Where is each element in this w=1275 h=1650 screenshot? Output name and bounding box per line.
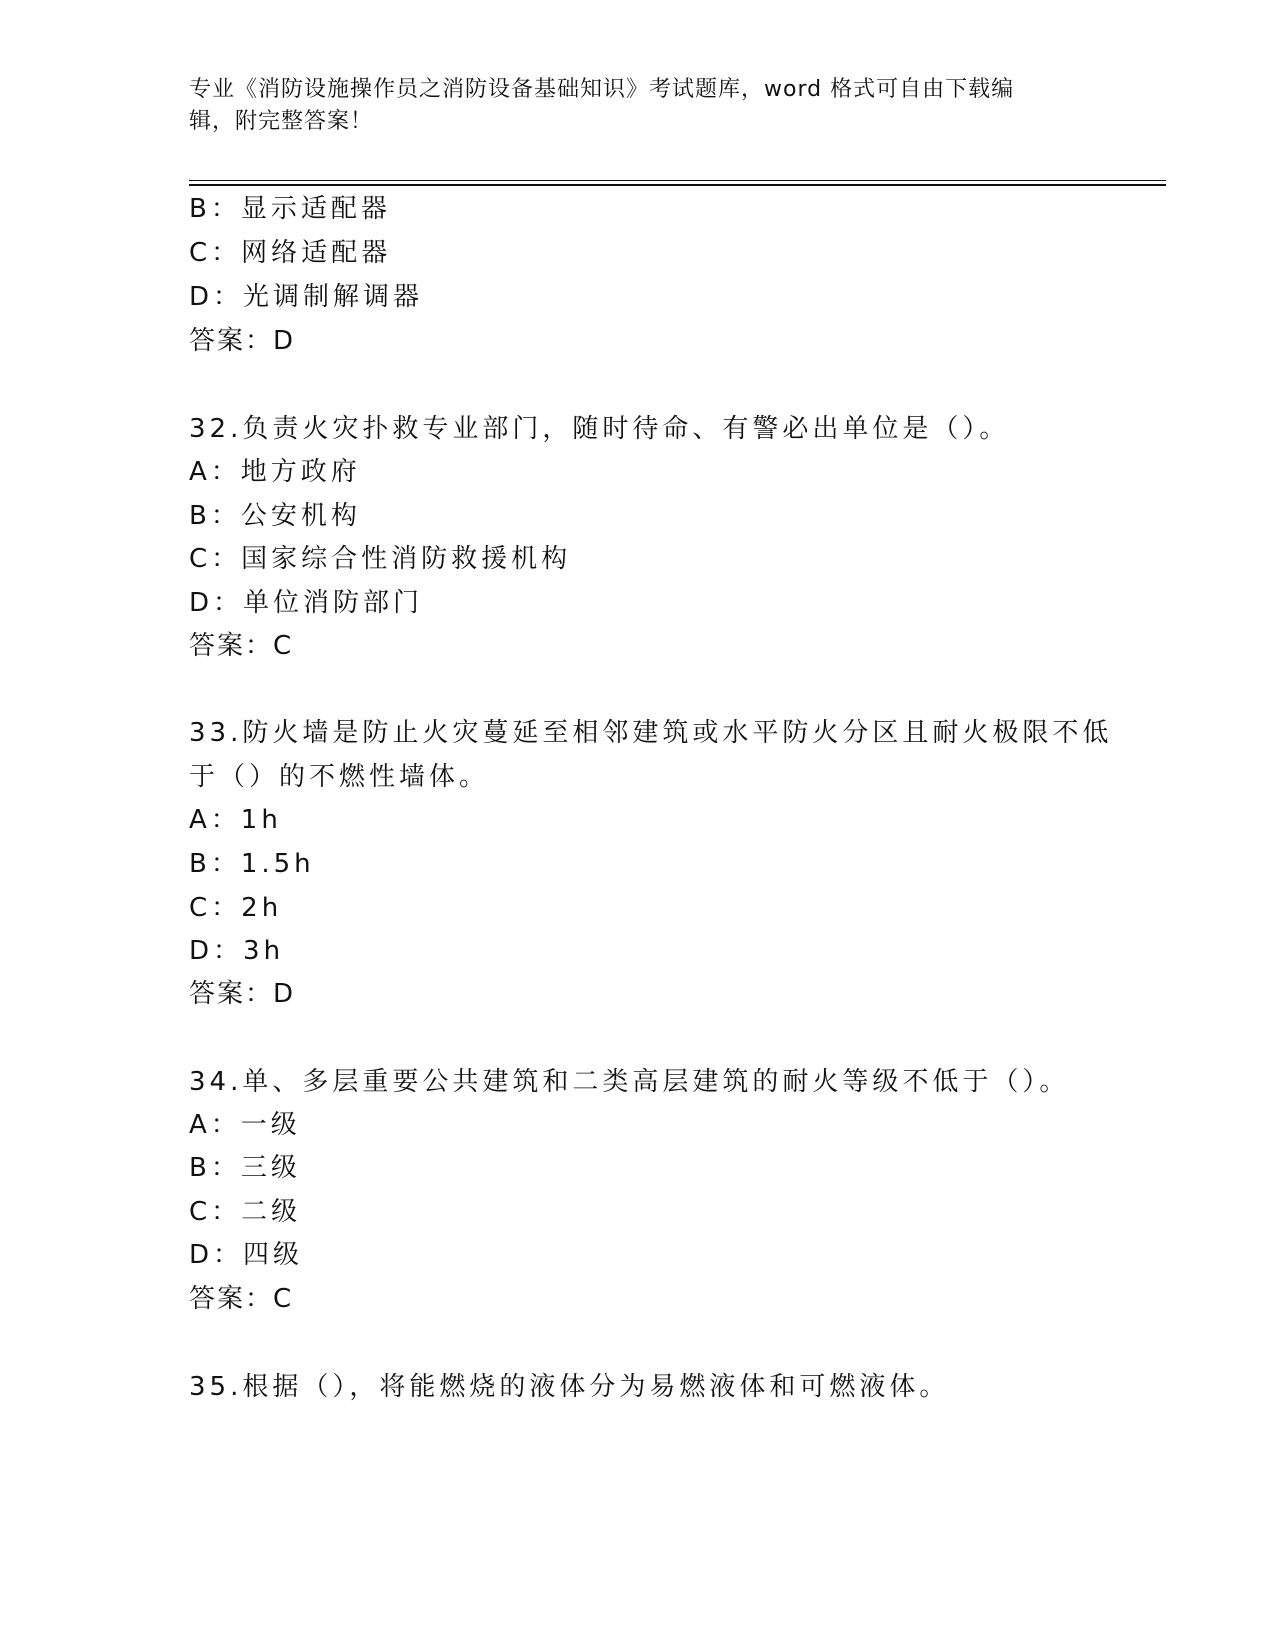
q33-answer: 答案：D: [189, 979, 296, 1009]
q32-option-b: B：公安机构: [189, 501, 361, 531]
header-rule-thin: [189, 180, 1166, 181]
q32-option-c: C：国家综合性消防救援机构: [189, 544, 572, 574]
q33-question-line-1: 33.防火墙是防止火灾蔓延至相邻建筑或水平防火分区且耐火极限不低: [189, 718, 1113, 748]
q33-question-line-2: 于（）的不燃性墙体。: [189, 762, 490, 792]
q31-option-c: C：网络适配器: [189, 238, 392, 268]
q35-question: 35.根据（），将能燃烧的液体分为易燃液体和可燃液体。: [189, 1372, 950, 1402]
q32-answer: 答案：C: [189, 631, 294, 661]
q32-question: 32.负责火灾扑救专业部门，随时待命、有警必出单位是（）。: [189, 414, 1010, 444]
q34-option-c: C：二级: [189, 1197, 302, 1227]
header-line-2: 辑，附完整答案！: [189, 109, 374, 134]
q34-question: 34.单、多层重要公共建筑和二类高层建筑的耐火等级不低于（）。: [189, 1067, 1070, 1097]
q33-option-b: B：1.5h: [189, 849, 315, 879]
q33-option-c: C：2h: [189, 893, 283, 923]
q33-option-d: D：3h: [189, 936, 285, 966]
q34-option-d: D：四级: [189, 1240, 304, 1270]
q32-option-a: A：地方政府: [189, 457, 361, 487]
q34-answer: 答案：C: [189, 1284, 294, 1314]
document-header: [189, 74, 1079, 138]
header-line-1: 专业《消防设施操作员之消防设备基础知识》考试题库，word 格式可自由下载编: [189, 77, 1015, 102]
q34-option-a: A：一级: [189, 1110, 301, 1140]
q31-answer: 答案：D: [189, 326, 296, 356]
q32-option-d: D：单位消防部门: [189, 588, 424, 618]
q34-option-b: B：三级: [189, 1153, 301, 1183]
q31-option-d: D：光调制解调器: [189, 282, 424, 312]
q33-option-a: A：1h: [189, 805, 282, 835]
q31-option-b: B：显示适配器: [189, 194, 391, 224]
header-rule-thick: [189, 184, 1166, 186]
